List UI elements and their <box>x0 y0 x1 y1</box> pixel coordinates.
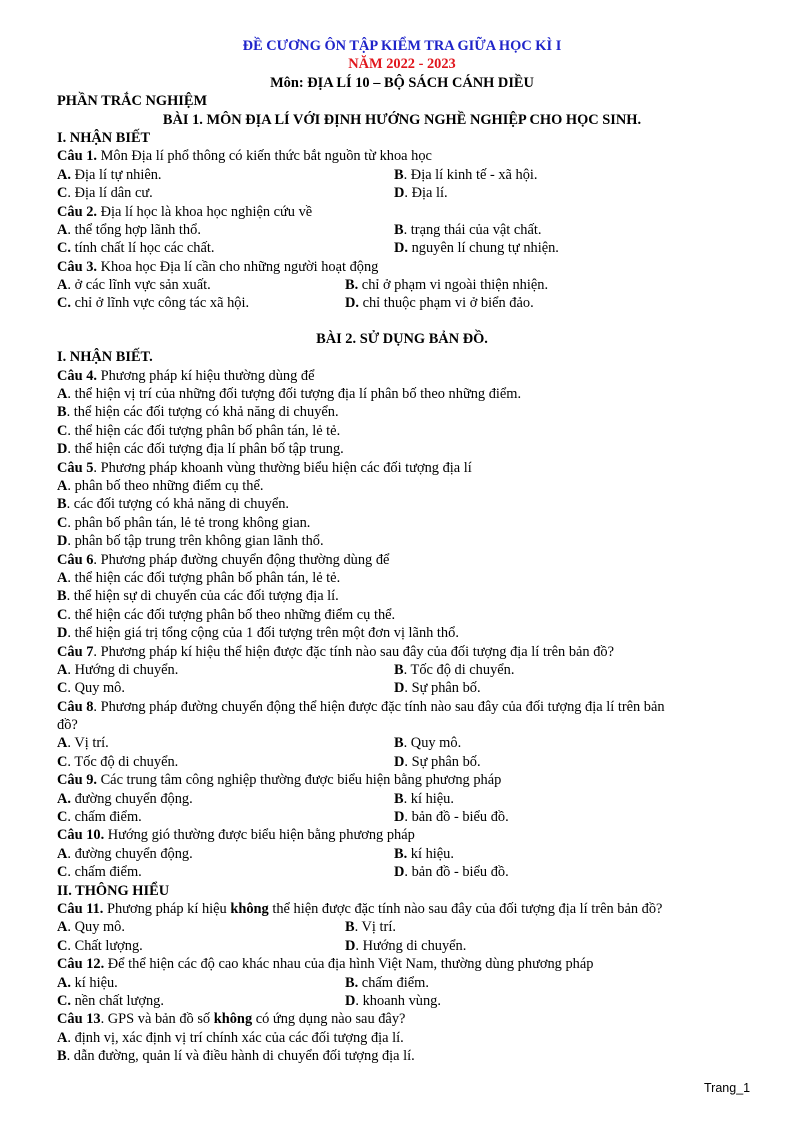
answer-row <box>57 276 747 294</box>
question-text: . Phương pháp đường chuyển động thể hiện được đặc tính nào sau đây của đối tượng địa lí trên bản <box>93 698 665 715</box>
question-label: Câu 9. <box>57 772 97 789</box>
document-content <box>57 37 747 1065</box>
answer-a: A. đường chuyển động. <box>57 790 193 807</box>
answer-b: B. chỉ ở phạm vi ngoài thiện nhiện. <box>345 277 549 294</box>
question-3 <box>57 258 747 276</box>
answer-c: C. Tốc độ di chuyển. <box>57 753 179 770</box>
answer-d: D. phân bố tập trung trên không gian lãnh thổ. <box>57 533 324 550</box>
emphasis: không <box>230 900 269 917</box>
question-text-continued: đồ? <box>57 717 78 734</box>
question-12 <box>57 955 747 973</box>
question-text: Môn Địa lí phổ thông có kiến thức bắt nguồn từ khoa học <box>96 148 432 165</box>
question-text: . Phương pháp đường chuyển động thường dùng để <box>93 551 390 568</box>
level-heading: I. NHẬN BIẾT <box>57 129 151 146</box>
lesson-1-title: BÀI 1. MÔN ĐỊA LÍ VỚI ĐỊNH HƯỚNG NGHỀ NGHIỆP CHO HỌC SINH. <box>162 111 642 128</box>
question-13: Câu 13. GPS và bản đồ số không có ứng dụng nào sau đây? <box>57 1011 406 1028</box>
level-heading: I. NHẬN BIẾT. <box>57 349 153 366</box>
answer-c: C. thể hiện các đối tượng phân bố theo những điểm cụ thể. <box>57 606 396 623</box>
question-text: Phương pháp kí hiệu thường dùng để <box>96 367 315 384</box>
answer-a: A. đường chuyển động. <box>57 845 193 862</box>
answer-d: D. bản đồ - biểu đồ. <box>394 864 509 881</box>
answer-a: A. Vị trí. <box>57 735 109 752</box>
question-4 <box>57 367 747 385</box>
emphasis: không <box>213 1011 253 1028</box>
answer-b: B. các đối tượng có khả năng di chuyển. <box>57 496 290 513</box>
answer-c: C. chỉ ở lĩnh vực công tác xã hội. <box>57 295 250 312</box>
section-title: PHẦN TRẮC NGHIỆM <box>57 93 208 110</box>
answer-a: A. thể hiện các đối tượng phân bố phân tán, lẻ tẻ. <box>57 569 341 586</box>
question-text: . Phương pháp kí hiệu thể hiện được đặc tính nào sau đây của đối tượng địa lí trên bản đồ? <box>93 643 614 660</box>
answer-d: D. Địa lí. <box>394 185 448 202</box>
answer-a: A. kí hiệu. <box>57 974 118 991</box>
question-8 <box>57 698 747 716</box>
answer-a: A. phân bố theo những điểm cụ thể. <box>57 477 264 494</box>
question-label: Câu 6 <box>57 551 94 568</box>
page-number: Trang_1 <box>704 1081 751 1095</box>
answer-row <box>57 679 747 697</box>
answer-a: A. Hướng di chuyển. <box>57 661 179 678</box>
question-9 <box>57 771 747 789</box>
answer-c: C. phân bố phân tán, lẻ tẻ trong không gian. <box>57 514 311 531</box>
answer-b: B. thể hiện sự di chuyển của các đối tượng địa lí. <box>57 588 339 605</box>
answer-c: C. Quy mô. <box>57 680 125 697</box>
answer-row <box>57 992 747 1010</box>
answer-a: A. định vị, xác định vị trí chính xác của các đối tượng địa lí. <box>57 1029 404 1046</box>
question-label: Câu 3. <box>57 258 97 275</box>
answer-a: A. thể tổng hợp lãnh thổ. <box>57 221 201 238</box>
answer-row <box>57 808 747 826</box>
question-label: Câu 11. <box>57 900 104 917</box>
answer-b: B. Tốc độ di chuyển. <box>394 661 515 678</box>
answer-row <box>57 753 747 771</box>
answer-d: D. khoanh vùng. <box>345 992 441 1009</box>
answer-a: A. Địa lí tự nhiên. <box>57 166 162 183</box>
question-text: Hướng gió thường được biểu hiện bằng phương pháp <box>104 827 415 844</box>
answer-row <box>57 918 747 936</box>
question-text: Để thể hiện các độ cao khác nhau của địa hình Việt Nam, thường dùng phương pháp <box>104 956 594 973</box>
document-title: ĐỀ CƯƠNG ÔN TẬP KIỂM TRA GIỮA HỌC KÌ I <box>242 38 562 54</box>
answer-row <box>57 221 747 239</box>
answer-row <box>57 661 747 679</box>
question-label: Câu 8 <box>57 698 94 715</box>
answer-d: D. Hướng di chuyển. <box>345 937 467 954</box>
answer-b: B. trạng thái của vật chất. <box>394 221 542 238</box>
question-6 <box>57 551 747 569</box>
question-label: Câu 7 <box>57 643 94 660</box>
answer-a: A. thể hiện vị trí của những đối tượng đối tượng địa lí phân bố theo những điểm. <box>57 386 522 403</box>
answer-row <box>57 239 747 257</box>
answer-row <box>57 845 747 863</box>
answer-b: B. thể hiện các đối tượng có khả năng di chuyển. <box>57 404 339 421</box>
question-label: Câu 2. <box>57 203 97 220</box>
question-text: Các trung tâm công nghiệp thường được biểu hiện bằng phương pháp <box>96 772 502 789</box>
question-text: Khoa học Địa lí cần cho những người hoạt động <box>96 258 379 275</box>
answer-row <box>57 294 747 312</box>
answer-row <box>57 790 747 808</box>
question-10 <box>57 826 747 844</box>
answer-c: C. chấm điểm. <box>57 864 142 881</box>
answer-a: A. Quy mô. <box>57 919 125 936</box>
answer-b: B. kí hiệu. <box>394 790 454 807</box>
answer-c: C. nền chất lượng. <box>57 992 164 1009</box>
question-label: Câu 10. <box>57 827 105 844</box>
question-11: Câu 11. Phương pháp kí hiệu không thể hiện được đặc tính nào sau đây của đối tượng địa lí trên bản đồ? <box>57 900 663 917</box>
question-label: Câu 13 <box>57 1011 101 1028</box>
answer-b: B. Vị trí. <box>345 919 396 936</box>
answer-c: C. Chất lượng. <box>57 937 143 954</box>
answer-row <box>57 974 747 992</box>
question-text: . Phương pháp khoanh vùng thường biểu hiện các đối tượng địa lí <box>93 459 472 476</box>
answer-d: D. nguyên lí chung tự nhiện. <box>394 240 559 257</box>
answer-b: B. kí hiệu. <box>394 845 454 862</box>
question-label: Câu 4. <box>57 367 97 384</box>
question-label: Câu 12. <box>57 956 105 973</box>
question-7 <box>57 643 747 661</box>
answer-d: D. chỉ thuộc phạm vi ở biển đảo. <box>345 295 534 312</box>
answer-d: D. thể hiện giá trị tổng cộng của 1 đối tượng trên một đơn vị lãnh thổ. <box>57 625 459 642</box>
question-label: Câu 1. <box>57 148 97 165</box>
answer-d: D. Sự phân bố. <box>394 680 481 697</box>
answer-d: D. thể hiện các đối tượng địa lí phân bố tập trung. <box>57 441 344 458</box>
answer-c: C. tính chất lí học các chất. <box>57 240 215 257</box>
answer-c: C. Địa lí dân cư. <box>57 185 153 202</box>
answer-row <box>57 166 747 184</box>
question-text: Địa lí học là khoa học nghiện cứu về <box>96 203 313 220</box>
answer-b: B. dẫn đường, quản lí và điều hành di chuyển đối tượng địa lí. <box>57 1048 415 1065</box>
answer-b: B. chấm điểm. <box>345 974 429 991</box>
answer-row <box>57 937 747 955</box>
question-1 <box>57 147 747 165</box>
lesson-2-title: BÀI 2. SỬ DỤNG BẢN ĐỒ. <box>316 330 488 347</box>
answer-c: C. thể hiện các đối tượng phân bố phân tán, lẻ tẻ. <box>57 422 341 439</box>
question-5 <box>57 459 747 477</box>
answer-row <box>57 184 747 202</box>
question-label: Câu 5 <box>57 459 94 476</box>
subject-line: Môn: ĐỊA LÍ 10 – BỘ SÁCH CÁNH DIỀU <box>270 74 534 91</box>
question-2 <box>57 203 747 221</box>
answer-d: D. Sự phân bố. <box>394 753 481 770</box>
school-year: NĂM 2022 - 2023 <box>348 56 456 73</box>
answer-row <box>57 863 747 881</box>
answer-a: A. ở các lĩnh vực sản xuất. <box>57 277 211 294</box>
answer-row <box>57 734 747 752</box>
answer-b: B. Địa lí kinh tế - xã hội. <box>394 166 538 183</box>
answer-c: C. chấm điểm. <box>57 809 142 826</box>
answer-d: D. bản đồ - biểu đồ. <box>394 809 509 826</box>
level-heading: II. THÔNG HIỂU <box>57 882 170 899</box>
answer-b: B. Quy mô. <box>394 735 462 752</box>
